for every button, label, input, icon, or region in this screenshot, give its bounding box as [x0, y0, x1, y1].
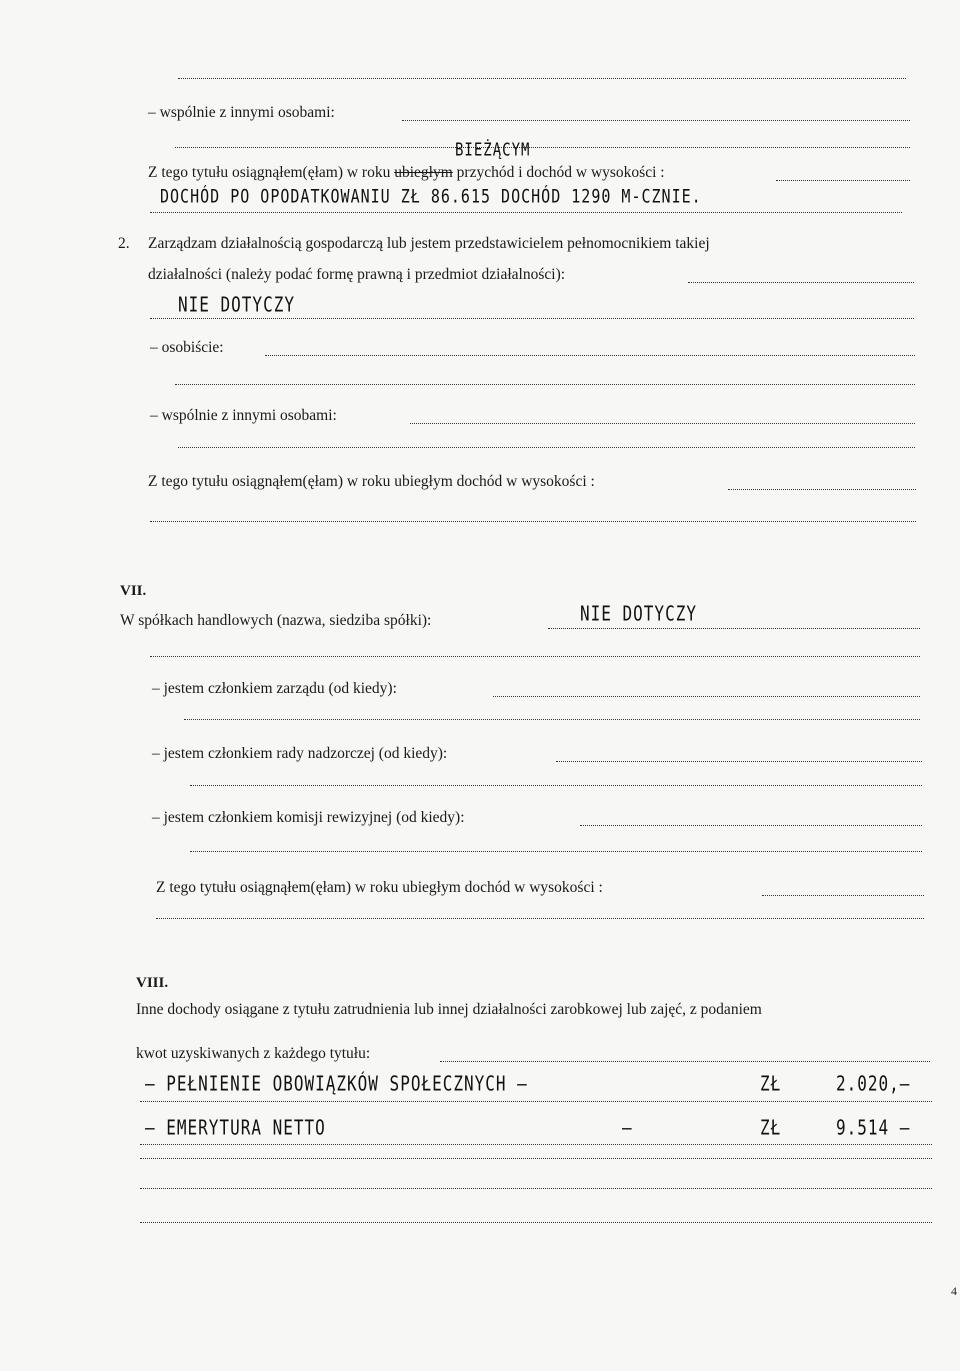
dotted-line [175, 384, 915, 385]
dotted-line [140, 1144, 932, 1145]
income-entry-label: – EMERYTURA NETTO [145, 1115, 326, 1140]
dotted-line [776, 180, 910, 181]
edge-page-mark: 4 [951, 1284, 957, 1298]
dotted-line [762, 895, 924, 896]
board-label: – jestem członkiem zarządu (od kiedy): [152, 680, 397, 697]
dotted-line [184, 719, 920, 720]
item2-line1: Zarządzam działalnością gospodarczą lub jestem przedstawicielem pełnomocnikiem takiej [148, 235, 710, 252]
jointly-label: – wspólnie z innymi osobami: [148, 104, 335, 121]
handwritten-income-answer: DOCHÓD PO OPODATKOWANIU ZŁ 86.615 DOCHÓD 1290 M-CZNIE. [160, 185, 702, 208]
dotted-line [548, 628, 920, 629]
dotted-line [410, 423, 915, 424]
dotted-line [140, 1158, 932, 1159]
dotted-line [150, 521, 916, 522]
dotted-line [402, 120, 910, 121]
dotted-line [178, 447, 915, 448]
dotted-line [556, 761, 922, 762]
handwritten-answer: NIE DOTYCZY [178, 292, 295, 317]
section-heading: VIII. [136, 975, 169, 991]
section8-line1: Inne dochody osiągane z tytułu zatrudnienia lub innej działalności zarobkowej lub zajęć, z podaniem [136, 1001, 762, 1018]
dotted-line [580, 825, 922, 826]
income-entry-dash: – [622, 1115, 633, 1140]
item2-line2: działalności (należy podać formę prawną i przedmiot działalności): [148, 266, 566, 283]
handwritten-insert: BIEŻĄCYM [455, 140, 531, 161]
income-suffix: przychód i dochód w wysokości : [456, 164, 665, 181]
item-number: 2. [118, 235, 130, 252]
dotted-line [150, 656, 920, 657]
dotted-line [440, 1061, 930, 1062]
dotted-line [140, 1101, 932, 1102]
dotted-line [140, 1188, 932, 1189]
income-line [148, 163, 665, 183]
dotted-line [175, 147, 910, 148]
income-struck-word: ubiegłym [394, 164, 453, 181]
dotted-line [150, 318, 914, 319]
jointly-label: – wspólnie z innymi osobami: [150, 407, 337, 424]
personally-label: – osobiście: [150, 339, 224, 356]
income-entry-amount: 9.514 – [836, 1115, 911, 1140]
dotted-line [156, 918, 924, 919]
audit-label: – jestem członkiem komisji rewizyjnej (od kiedy): [152, 809, 465, 826]
dotted-line [190, 851, 922, 852]
income-entry-label: – PEŁNIENIE OBOWIĄZKÓW SPOŁECZNYCH – [145, 1071, 528, 1096]
dotted-line [728, 489, 916, 490]
dotted-line [140, 1222, 932, 1223]
income-entry-currency: ZŁ [760, 1071, 782, 1096]
supervisory-label: – jestem członkiem rady nadzorczej (od kiedy): [152, 745, 448, 762]
income-label: Z tego tytułu osiągnąłem(ęłam) w roku ubiegłym dochód w wysokości : [156, 879, 603, 896]
handwritten-answer: NIE DOTYCZY [580, 601, 697, 626]
dotted-line [190, 785, 922, 786]
companies-label: W spółkach handlowych (nazwa, siedziba spółki): [120, 612, 432, 629]
section-heading: VII. [120, 583, 147, 599]
dotted-line [265, 355, 915, 356]
dotted-line [688, 282, 914, 283]
section8-line2: kwot uzyskiwanych z każdego tytułu: [136, 1045, 371, 1062]
income-entry-amount: 2.020,– [836, 1071, 911, 1096]
dotted-line [493, 696, 920, 697]
income-label: Z tego tytułu osiągnąłem(ęłam) w roku ubiegłym dochód w wysokości : [148, 473, 595, 490]
income-prefix: Z tego tytułu osiągnąłem(ęłam) w roku [148, 164, 391, 181]
dotted-line [178, 78, 906, 79]
income-entry-currency: ZŁ [760, 1115, 782, 1140]
dotted-line [150, 212, 902, 213]
